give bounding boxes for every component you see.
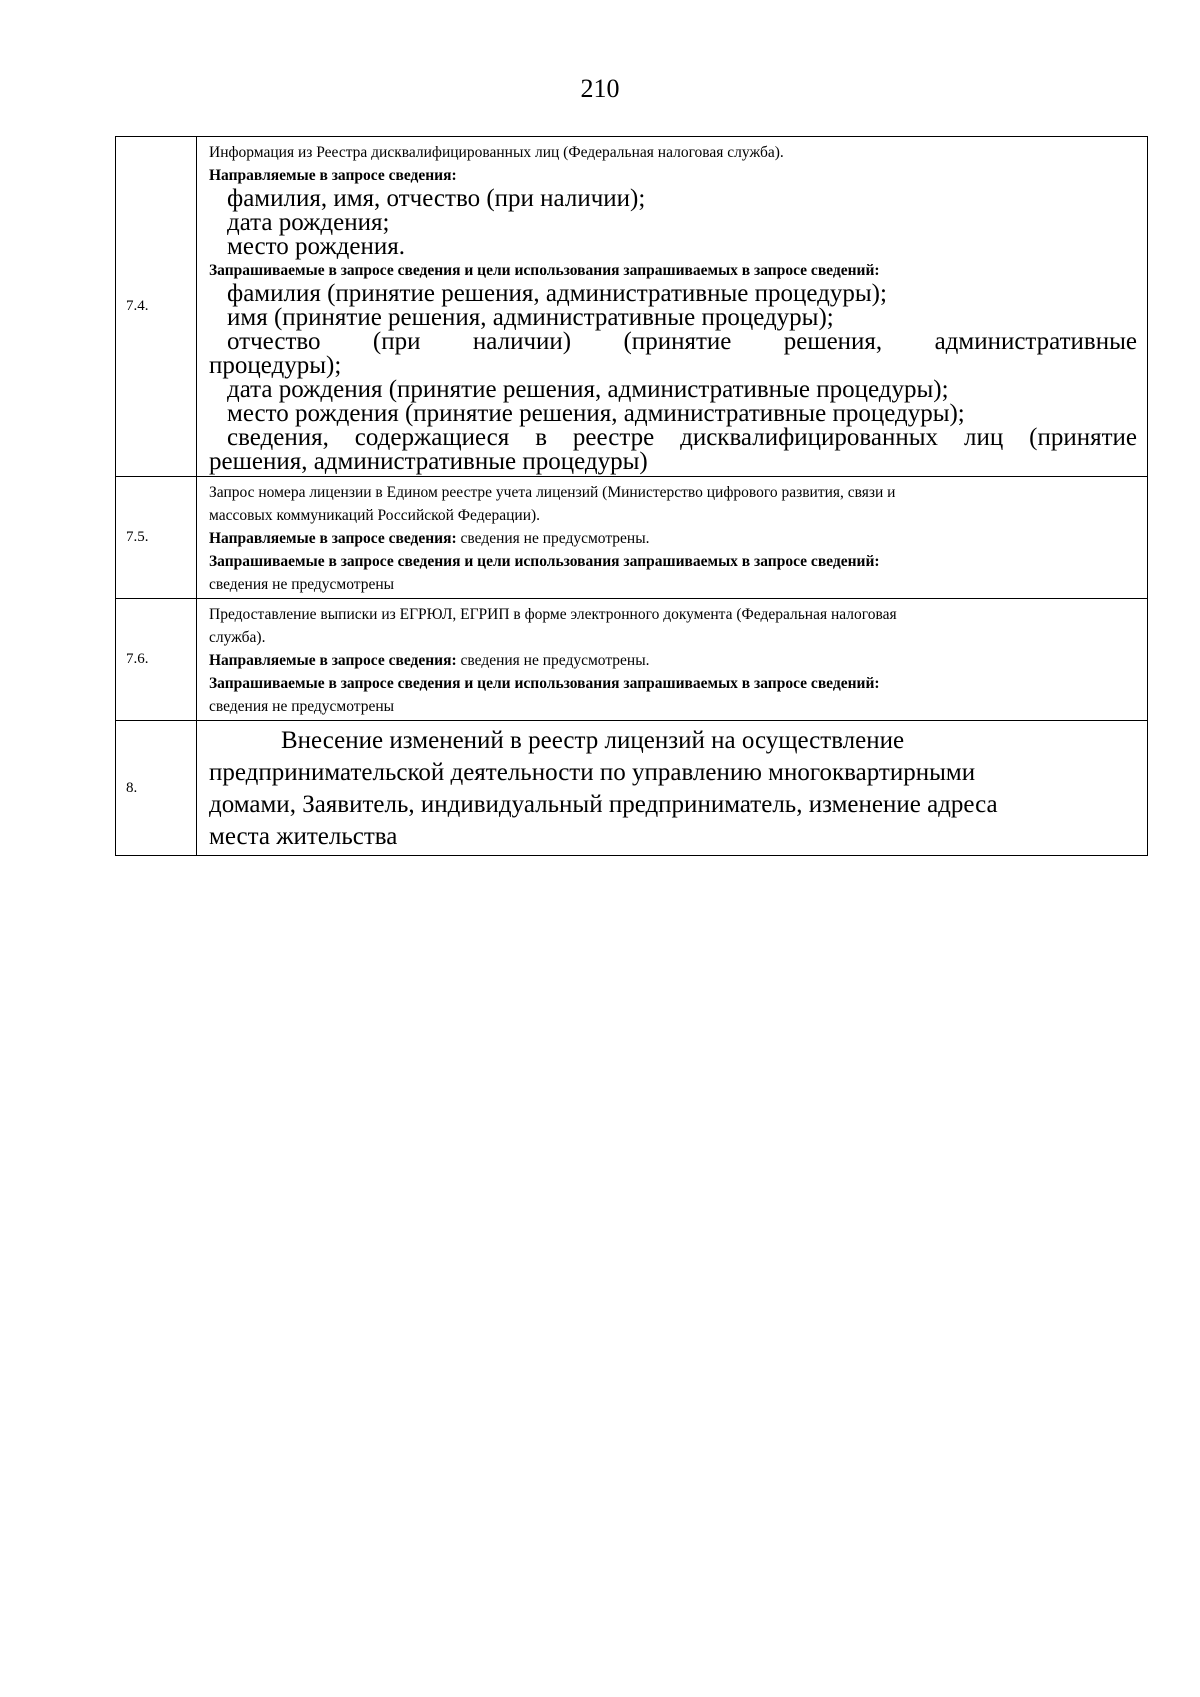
table-row [116, 137, 1148, 477]
row-content [197, 477, 1148, 599]
requested-value: сведения не предусмотрены [209, 698, 395, 715]
row-source-line: служба). [209, 629, 266, 646]
sent-label: Направляемые в запросе сведения: [209, 167, 457, 184]
row-source-line: массовых коммуникаций Российской Федерации). [209, 507, 541, 524]
row-number: 7.6. [116, 599, 197, 721]
row-source-line: Запрос номера лицензии в Едином реестре учета лицензий (Министерство цифрового развития, связи и [209, 484, 896, 501]
registry-table [115, 136, 1148, 856]
sent-value: сведения не предусмотрены. [460, 652, 650, 669]
row-number: 7.5. [116, 477, 197, 599]
requested-item: решения, административные процедуры) [209, 448, 648, 475]
row-source: Информация из Реестра дисквалифицированных лиц (Федеральная налоговая служба). [209, 144, 784, 161]
table-row [116, 599, 1148, 721]
sent-item: фамилия, имя, отчество (при наличии); [227, 185, 646, 212]
requested-item: дата рождения (принятие решения, административные процедуры); [227, 376, 949, 403]
row-number: 8. [116, 721, 197, 856]
sent-item: место рождения. [227, 233, 405, 260]
requested-value: сведения не предусмотрены [209, 576, 395, 593]
row-content [197, 721, 1148, 856]
row-number: 7.4. [116, 137, 197, 477]
sent-label: Направляемые в запросе сведения: [209, 652, 457, 669]
requested-item: отчество (при наличии) (принятие решения, административные [227, 328, 1137, 355]
section-title-line: Внесение изменений в реестр лицензий на осуществление [281, 727, 905, 754]
requested-label: Запрашиваемые в запросе сведения и цели использования запрашиваемых в запросе сведений: [209, 675, 880, 692]
page-number: 210 [580, 74, 620, 103]
row-content [197, 137, 1148, 477]
sent-item: дата рождения; [227, 209, 390, 236]
table-row [116, 721, 1148, 856]
requested-item: процедуры); [209, 352, 342, 379]
requested-item: место рождения (принятие решения, административные процедуры); [227, 400, 965, 427]
requested-item: сведения, содержащиеся в реестре дисквалифицированных лиц (принятие [227, 424, 1137, 451]
requested-label: Запрашиваемые в запросе сведения и цели использования запрашиваемых в запросе сведений: [209, 553, 880, 570]
requested-item: фамилия (принятие решения, административные процедуры); [227, 280, 887, 307]
row-content [197, 599, 1148, 721]
requested-item: имя (принятие решения, административные процедуры); [227, 304, 834, 331]
section-title-line: предпринимательской деятельности по управлению многоквартирными [209, 759, 976, 786]
requested-label: Запрашиваемые в запросе сведения и цели использования запрашиваемых в запросе сведений: [209, 262, 880, 279]
sent-label: Направляемые в запросе сведения: [209, 530, 457, 547]
table-row [116, 477, 1148, 599]
section-title-line: места жительства [209, 823, 398, 850]
sent-value: сведения не предусмотрены. [460, 530, 650, 547]
section-title-line: домами, Заявитель, индивидуальный предприниматель, изменение адреса [209, 791, 998, 818]
row-source-line: Предоставление выписки из ЕГРЮЛ, ЕГРИП в форме электронного документа (Федеральная налоговая [209, 606, 897, 623]
